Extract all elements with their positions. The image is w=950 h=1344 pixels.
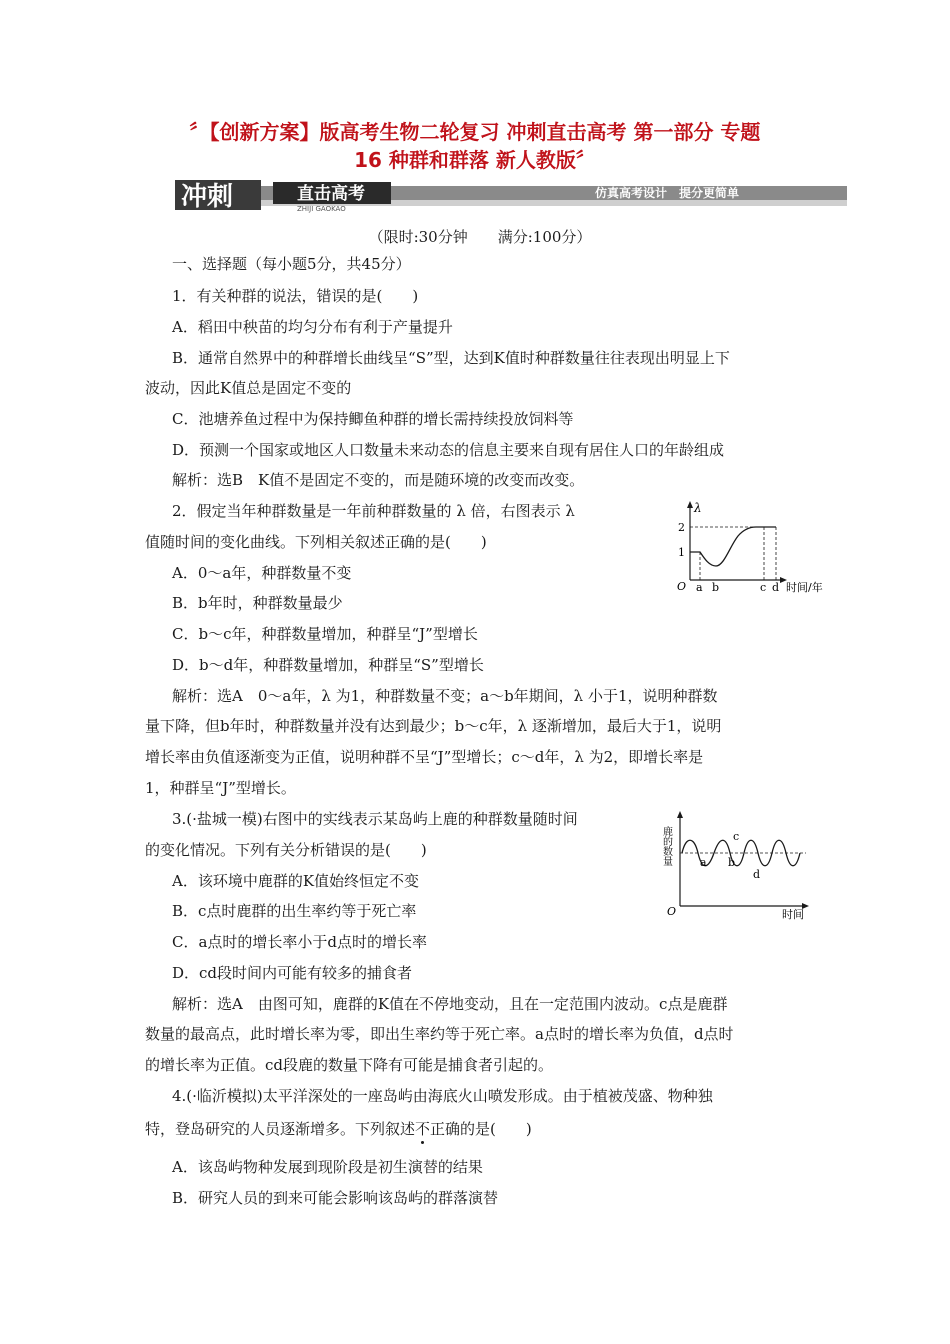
lambda-tick-d: d [772, 581, 780, 594]
q4-option-b: B．研究人员的到来可能会影响该岛屿的群落演替 [172, 1189, 499, 1207]
deer-y-axis-label: 鹿的数量 [660, 826, 672, 866]
q1-option-a: A．稻田中秧苗的均匀分布有利于产量提升 [172, 318, 453, 336]
exam-meta: （限时:30分钟 满分:100分） [368, 228, 592, 246]
q3-analysis-2: 数量的最高点，此时增长率为零，即出生率约等于死亡率。a点时的增长率为负值，d点时 [145, 1025, 734, 1043]
q2-analysis-1: 解析：选A 0～a年，λ 为1，种群数量不变；a～b年期间，λ 小于1，说明种群数 [172, 687, 718, 705]
lambda-tick-2: 2 [678, 521, 685, 534]
q4-stem-2-pre: 特，登岛研究的人员逐渐增多。下列叙述 [145, 1120, 416, 1138]
lambda-tick-b: b [712, 581, 720, 594]
q2-analysis-4: 1，种群呈“J”型增长。 [145, 779, 296, 797]
banner-mid-text: 直击高考 [297, 184, 365, 204]
deer-point-b: b [728, 856, 736, 869]
q1-option-d: D．预测一个国家或地区人口数量未来动态的信息主要来自现有居住人口的年龄组成 [172, 441, 725, 459]
deer-point-d: d [753, 868, 761, 881]
q1-option-b-2: 波动，因此K值总是固定不变的 [145, 379, 352, 397]
q3-option-b: B．c点时鹿群的出生率约等于死亡率 [172, 902, 417, 920]
q1-option-c: C．池塘养鱼过程中为保持鲫鱼种群的增长需持续投放饲料等 [172, 410, 574, 428]
q4-stem-2 [145, 1118, 815, 1139]
lambda-tick-1: 1 [678, 546, 685, 559]
section-banner [175, 178, 847, 212]
lambda-tick-c: c [760, 581, 767, 594]
q1-option-b-1: B．通常自然界中的种群增长曲线呈“S”型，达到K值时种群数量往往表现出明显上下 [172, 349, 730, 367]
deer-x-label: 时间 [782, 908, 804, 921]
q2-analysis-3: 增长率由负值逐渐变为正值，说明种群不呈“J”型增长；c～d年，λ 为2，即增长率是 [145, 748, 704, 766]
q2-analysis-2: 量下降，但b年时，种群数量并没有达到最少；b～c年，λ 逐渐增加，最后大于1，说明 [145, 717, 722, 735]
q4-stem-2-post: 正确的是( ) [430, 1120, 532, 1138]
q2-option-b: B．b年时，种群数量最少 [172, 594, 343, 612]
q3-analysis-1: 解析：选A 由图可知，鹿群的K值在不停地变动，且在一定范围内波动。c点是鹿群 [172, 995, 728, 1013]
lambda-axis-label: λ [694, 501, 702, 515]
q2-stem-2: 值随时间的变化曲线。下列相关叙述正确的是( ) [145, 533, 487, 551]
q2-stem-1: 2．假定当年种群数量是一年前种群数量的 λ 倍，右图表示 λ [172, 502, 575, 520]
lambda-origin: O [677, 580, 687, 593]
lambda-x-label: 时间/年 [786, 581, 823, 594]
q2-option-c: C．b～c年，种群数量增加，种群呈“J”型增长 [172, 625, 478, 643]
banner-pinyin: ZHIJI GAOKAO [297, 205, 346, 213]
q3-stem-1: 3.(·盐城一模)右图中的实线表示某岛屿上鹿的种群数量随时间 [172, 810, 578, 828]
q1-stem: 1．有关种群的说法，错误的是( ) [172, 287, 419, 305]
section-heading: 一、选择题（每小题5分，共45分） [172, 255, 411, 273]
document-title [130, 118, 820, 174]
lambda-tick-a: a [696, 581, 703, 594]
q4-option-a: A．该岛屿物种发展到现阶段是初生演替的结果 [172, 1158, 483, 1176]
q2-option-d: D．b～d年，种群数量增加，种群呈“S”型增长 [172, 656, 484, 674]
q2-option-a: A．0～a年，种群数量不变 [172, 564, 352, 582]
q4-stem-1: 4.(·临沂模拟)太平洋深处的一座岛屿由海底火山喷发形成。由于植被茂盛、物种独 [172, 1087, 713, 1105]
q1-analysis: 解析：选B K值不是固定不变的，而是随环境的改变而改变。 [172, 471, 585, 489]
q3-option-c: C．a点时的增长率小于d点时的增长率 [172, 933, 428, 951]
deer-point-a: a [700, 856, 707, 869]
q4-emphasis-mark: 不 [415, 1120, 431, 1138]
banner-slogan: 仿真高考设计 提分更简单 [595, 186, 740, 200]
deer-origin: O [667, 905, 677, 918]
q3-stem-2: 的变化情况。下列有关分析错误的是( ) [145, 841, 427, 859]
lambda-curve-figure [672, 498, 834, 596]
title-line-1: 〞【创新方案】版高考生物二轮复习 冲刺直击高考 第一部分 专题 [189, 120, 761, 144]
q3-option-a: A．该环境中鹿群的K值始终恒定不变 [172, 872, 420, 890]
deer-point-c: c [733, 830, 740, 843]
lambda-curve [690, 527, 776, 566]
q3-option-d: D．cd段时间内可能有较多的捕食者 [172, 964, 413, 982]
q3-analysis-3: 的增长率为正值。cd段鹿的数量下降有可能是捕食者引起的。 [145, 1056, 554, 1074]
title-line-2: 16 种群和群落 新人教版〞 [354, 148, 596, 172]
banner-big-text: 冲刺 [181, 182, 234, 212]
deer-population-figure [660, 808, 814, 926]
